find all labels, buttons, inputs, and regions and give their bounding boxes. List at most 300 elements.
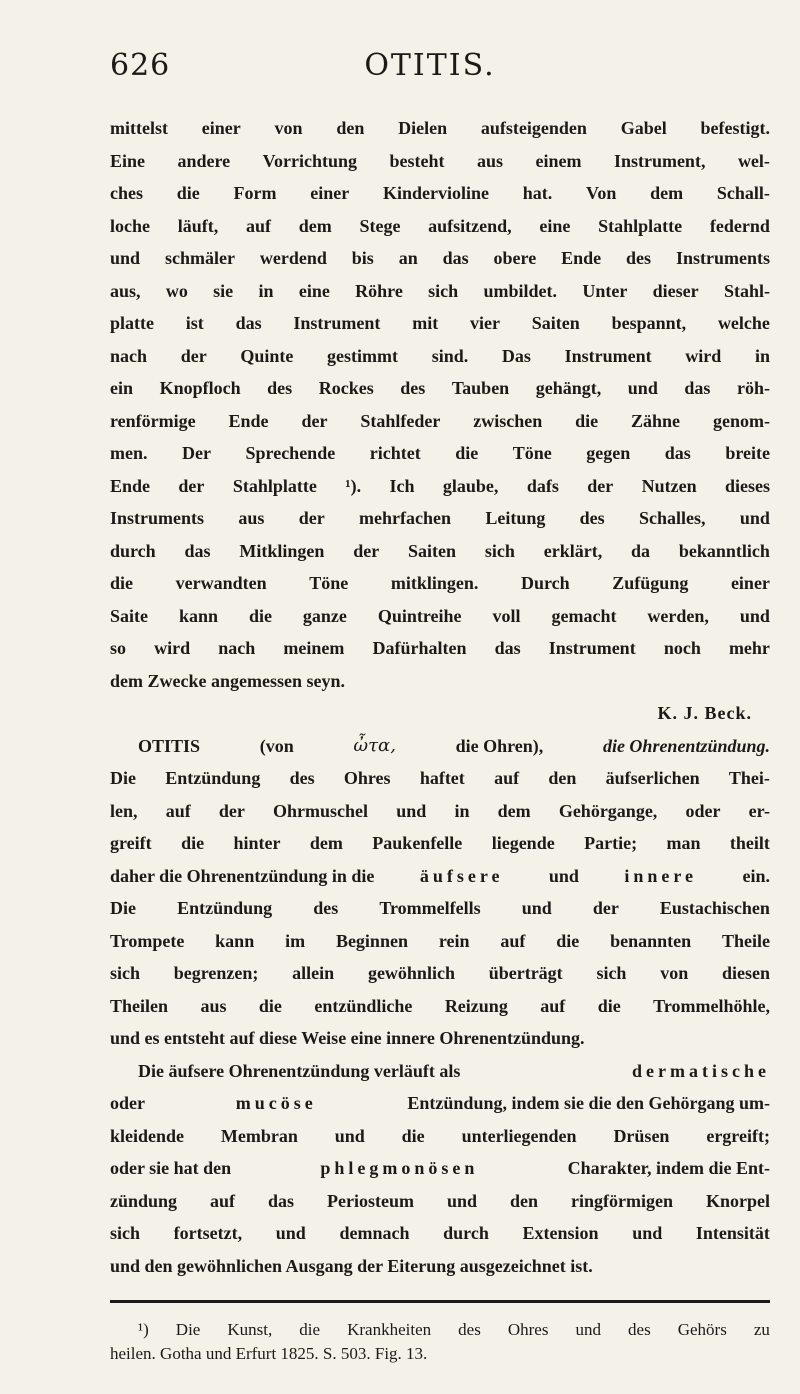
word: sind. bbox=[431, 345, 469, 366]
word: aufsitzend, bbox=[428, 215, 512, 236]
word: die bbox=[455, 443, 479, 463]
word: von bbox=[274, 118, 303, 138]
word: kann bbox=[215, 930, 255, 951]
word: Schall- bbox=[716, 183, 770, 203]
word: die bbox=[176, 183, 200, 203]
page-number: 626 bbox=[110, 48, 171, 83]
word: Form bbox=[233, 183, 277, 203]
word: platte bbox=[110, 313, 154, 333]
word: im bbox=[285, 930, 306, 951]
word: Von bbox=[586, 183, 617, 203]
entry-translation: die Ohrenentzündung. bbox=[602, 735, 770, 756]
word: zündung bbox=[110, 1190, 178, 1211]
word: die bbox=[556, 930, 580, 951]
word: renförmige bbox=[110, 410, 196, 431]
word: wird bbox=[685, 345, 722, 366]
word: überträgt bbox=[488, 963, 563, 983]
word: unterliegenden bbox=[461, 1125, 577, 1146]
word: glaube, bbox=[442, 475, 499, 496]
word: gemacht bbox=[551, 605, 617, 626]
text-line bbox=[110, 275, 770, 308]
word: umbildet. bbox=[483, 280, 558, 301]
word: die bbox=[597, 995, 621, 1016]
word: Kunst, bbox=[227, 1320, 273, 1339]
word: mit bbox=[412, 313, 439, 333]
word: einem bbox=[535, 150, 582, 171]
text-line bbox=[110, 242, 770, 275]
text-line bbox=[110, 925, 770, 958]
word: und bbox=[521, 898, 552, 918]
word: die bbox=[575, 410, 599, 431]
text-line bbox=[110, 860, 770, 893]
word: das bbox=[494, 638, 521, 658]
word: andere bbox=[177, 150, 231, 171]
word: wo bbox=[165, 280, 188, 301]
word: Instrument bbox=[564, 345, 652, 366]
text-line bbox=[110, 1152, 770, 1185]
word: den bbox=[336, 118, 365, 138]
word: begrenzen; bbox=[173, 963, 259, 983]
word: Ende bbox=[110, 475, 151, 496]
word: haftet bbox=[419, 768, 465, 788]
word: einer bbox=[201, 118, 241, 138]
word: Gehörgange, bbox=[558, 800, 658, 821]
footnote bbox=[110, 1318, 770, 1366]
word: des bbox=[626, 248, 652, 268]
word: Töne bbox=[309, 573, 349, 593]
word: röh- bbox=[736, 378, 770, 398]
word: ringförmigen bbox=[571, 1190, 673, 1211]
word: greift bbox=[110, 833, 152, 853]
text-line bbox=[110, 470, 770, 503]
word: gegen bbox=[586, 443, 631, 463]
word: richtet bbox=[369, 443, 421, 463]
text-segment: Charakter, indem die Ent- bbox=[567, 1158, 770, 1178]
word: die bbox=[181, 833, 205, 853]
word: Gehörs bbox=[677, 1320, 727, 1339]
word: und bbox=[575, 1320, 601, 1339]
word: dem bbox=[309, 833, 343, 853]
word: Quinte bbox=[240, 345, 294, 366]
word: ist bbox=[185, 313, 204, 333]
word: des bbox=[579, 508, 605, 528]
running-head: OTITIS. bbox=[364, 48, 496, 83]
word: kleidende bbox=[110, 1125, 185, 1146]
emphasis-spaced: mucöse bbox=[235, 1093, 317, 1113]
word: den bbox=[510, 1190, 539, 1211]
word: den bbox=[548, 768, 577, 788]
word: Theile bbox=[722, 930, 770, 951]
word: Drüsen bbox=[613, 1125, 670, 1146]
word: bis bbox=[351, 248, 374, 268]
main-text bbox=[110, 112, 770, 1282]
word: der bbox=[353, 540, 380, 561]
word: Krankheiten bbox=[347, 1320, 432, 1339]
word: Durch bbox=[520, 573, 570, 593]
word: Zufügung bbox=[612, 573, 689, 593]
word: mittelst bbox=[110, 118, 168, 138]
word: und bbox=[396, 800, 427, 821]
word: kann bbox=[178, 605, 218, 626]
word: zwischen bbox=[473, 410, 543, 431]
word: Gabel bbox=[620, 118, 667, 138]
word: Ohrmuschel bbox=[273, 800, 369, 821]
word: obere bbox=[493, 248, 537, 268]
word: besteht bbox=[389, 150, 445, 171]
word: Unter bbox=[582, 280, 628, 301]
word: auf bbox=[540, 995, 566, 1016]
word: durch bbox=[443, 1223, 489, 1243]
word: entzündliche bbox=[314, 995, 413, 1016]
word: des bbox=[458, 1320, 481, 1339]
text-line bbox=[110, 535, 770, 568]
word: Extension bbox=[522, 1223, 599, 1243]
word: in bbox=[754, 345, 770, 366]
word: Stahlplatte bbox=[232, 475, 317, 496]
page-header bbox=[110, 48, 750, 88]
emphasis-spaced: dermatische bbox=[632, 1060, 770, 1081]
word: federnd bbox=[709, 215, 770, 236]
entry-heading-line bbox=[110, 730, 770, 763]
word: Paukenfelle bbox=[372, 833, 463, 853]
word: Die bbox=[110, 768, 136, 788]
word: werden, bbox=[647, 605, 709, 626]
word: Die bbox=[175, 1320, 201, 1339]
footnote-line bbox=[110, 1318, 770, 1342]
word: und bbox=[110, 248, 141, 268]
word: welche bbox=[717, 313, 770, 333]
word: genom- bbox=[712, 410, 770, 431]
word: auf bbox=[245, 215, 271, 236]
text-segment: oder bbox=[110, 1093, 145, 1113]
text-line bbox=[110, 632, 770, 665]
text-line bbox=[110, 340, 770, 373]
word: und bbox=[739, 605, 770, 626]
text-line bbox=[110, 307, 770, 340]
word: und bbox=[275, 1223, 306, 1243]
word: dem bbox=[497, 800, 531, 821]
word: und bbox=[446, 1190, 478, 1211]
word: Saiten bbox=[408, 540, 457, 561]
text-line bbox=[110, 1120, 770, 1153]
word: die bbox=[299, 1320, 321, 1339]
word: Ich bbox=[389, 475, 415, 496]
word: zu bbox=[753, 1320, 770, 1339]
word: Membran bbox=[220, 1125, 298, 1146]
word: ches bbox=[110, 183, 143, 203]
word: dieser bbox=[652, 280, 699, 301]
word: die bbox=[110, 573, 134, 593]
text-line bbox=[110, 990, 770, 1023]
word: Trommelhöhle, bbox=[653, 995, 770, 1016]
word: der bbox=[180, 345, 207, 366]
word: Thei- bbox=[728, 768, 770, 788]
word: bespannt, bbox=[611, 313, 687, 333]
word: Instrument bbox=[548, 638, 636, 658]
word: Instruments bbox=[675, 248, 770, 268]
word: aus bbox=[476, 150, 503, 171]
word: Der bbox=[182, 443, 211, 463]
text-segment: oder sie hat den bbox=[110, 1158, 232, 1178]
word: die bbox=[248, 605, 272, 626]
word: Das bbox=[501, 345, 531, 366]
text-line bbox=[110, 1055, 770, 1088]
word: die bbox=[401, 1125, 425, 1146]
word: und bbox=[334, 1125, 365, 1146]
word: ein bbox=[110, 378, 134, 398]
word: auf bbox=[165, 800, 191, 821]
emphasis-spaced: äufsere bbox=[419, 865, 504, 886]
word: auf bbox=[210, 1190, 236, 1211]
word: aus bbox=[200, 995, 227, 1016]
word: Stahlplatte bbox=[598, 215, 683, 236]
text-line bbox=[110, 1217, 770, 1250]
word: sich bbox=[484, 540, 515, 561]
word: Ende bbox=[561, 248, 602, 268]
word: liegende bbox=[491, 833, 555, 853]
word: des bbox=[313, 898, 339, 918]
text-line: dem Zwecke angemessen seyn. bbox=[110, 670, 345, 691]
word: des bbox=[289, 768, 315, 788]
word: hinter bbox=[233, 833, 281, 853]
word: da bbox=[631, 540, 651, 561]
word: nach bbox=[110, 345, 148, 366]
word: der bbox=[592, 898, 619, 918]
word: Reizung bbox=[444, 995, 508, 1016]
word: aus, bbox=[110, 280, 141, 301]
word: breite bbox=[725, 443, 770, 463]
word: Eine bbox=[110, 150, 146, 171]
word: der bbox=[301, 410, 328, 431]
text-line bbox=[110, 795, 770, 828]
word: man bbox=[666, 833, 701, 853]
word: bekanntlich bbox=[678, 540, 770, 561]
text-line bbox=[110, 762, 770, 795]
text-segment: ein. bbox=[742, 865, 770, 886]
text-line bbox=[110, 827, 770, 860]
word: Saite bbox=[110, 605, 148, 626]
footnote-line: heilen. Gotha und Erfurt 1825. S. 503. Fig. 13. bbox=[110, 1344, 428, 1363]
word: nach bbox=[218, 638, 256, 658]
word: dieses bbox=[725, 475, 770, 496]
word: loche bbox=[110, 215, 150, 236]
word: Knopfloch bbox=[159, 378, 241, 398]
text-line bbox=[110, 437, 770, 470]
text-line bbox=[110, 145, 770, 178]
word: rein bbox=[438, 930, 470, 951]
word: Tauben bbox=[451, 378, 510, 398]
word: gewöhnlich bbox=[367, 963, 455, 983]
word: der bbox=[298, 508, 325, 528]
word: das bbox=[235, 313, 262, 333]
word: noch bbox=[663, 638, 701, 658]
word: oder bbox=[685, 800, 721, 821]
word: Entzündung bbox=[165, 768, 261, 788]
word: Instruments bbox=[110, 508, 205, 528]
word: das bbox=[268, 1190, 295, 1211]
word: sich bbox=[428, 280, 459, 301]
word: Intensität bbox=[695, 1223, 770, 1243]
word: einer bbox=[310, 183, 350, 203]
word: das bbox=[664, 443, 691, 463]
word: Instrument bbox=[293, 313, 381, 333]
word: von bbox=[660, 963, 689, 983]
word: der bbox=[587, 475, 614, 496]
word: diesen bbox=[721, 963, 770, 983]
word: Ende bbox=[228, 410, 269, 431]
text-segment: Die äufsere Ohrenentzündung verläuft als bbox=[138, 1060, 461, 1081]
text-line bbox=[110, 372, 770, 405]
word: mehr bbox=[728, 638, 770, 658]
text-segment: Entzündung, indem sie die den Gehörgang um- bbox=[407, 1093, 770, 1113]
word: an bbox=[398, 248, 418, 268]
word: mehrfachen bbox=[359, 508, 451, 528]
word: des bbox=[267, 378, 293, 398]
entry-paren-rest: die Ohren), bbox=[455, 735, 544, 756]
text-segment: daher die Ohrenentzündung in die bbox=[110, 865, 375, 886]
word: fortsetzt, bbox=[173, 1223, 243, 1243]
text-line: und es entsteht auf diese Weise eine innere Ohrenentzündung. bbox=[110, 1028, 585, 1048]
text-line bbox=[110, 1087, 770, 1120]
footnote-rule bbox=[110, 1300, 770, 1303]
word: Nutzen bbox=[641, 475, 697, 496]
word: len, bbox=[110, 800, 138, 821]
word: das bbox=[684, 378, 711, 398]
text-line bbox=[110, 567, 770, 600]
text-line bbox=[110, 177, 770, 210]
word: voll bbox=[492, 605, 521, 626]
word: wel- bbox=[737, 150, 770, 171]
text-line bbox=[110, 957, 770, 990]
word: sich bbox=[110, 963, 141, 983]
word: des bbox=[400, 378, 426, 398]
word: er- bbox=[748, 800, 770, 821]
word: verwandten bbox=[175, 573, 267, 593]
word: eine bbox=[539, 215, 571, 236]
word: auf bbox=[500, 930, 526, 951]
word: meinem bbox=[283, 638, 345, 658]
word: die bbox=[258, 995, 282, 1016]
word: das bbox=[184, 540, 211, 561]
word: Stege bbox=[359, 215, 401, 236]
word: gehängt, bbox=[535, 378, 602, 398]
word: Knorpel bbox=[705, 1190, 770, 1211]
word: ¹) bbox=[138, 1320, 149, 1339]
word: in bbox=[454, 800, 470, 821]
text-line bbox=[110, 892, 770, 925]
word: men. bbox=[110, 443, 148, 463]
word: Zähne bbox=[631, 410, 681, 431]
word: Röhre bbox=[355, 280, 403, 301]
word: Eustachischen bbox=[659, 898, 770, 918]
word: der bbox=[218, 800, 245, 821]
word: schmäler bbox=[164, 248, 235, 268]
word: Dielen bbox=[398, 118, 448, 138]
word: Leitung bbox=[485, 508, 546, 528]
word: werdend bbox=[259, 248, 327, 268]
word: Töne bbox=[512, 443, 552, 463]
word: Stahl- bbox=[723, 280, 770, 301]
word: dafs bbox=[526, 475, 559, 496]
word: Ohres bbox=[343, 768, 391, 788]
text-line bbox=[110, 112, 770, 145]
word: dem bbox=[650, 183, 684, 203]
word: ganze bbox=[302, 605, 347, 626]
word: eine bbox=[298, 280, 330, 301]
word: Entzündung bbox=[177, 898, 273, 918]
word: Stahlfeder bbox=[360, 410, 441, 431]
word: Dafürhalten bbox=[372, 638, 467, 658]
word: Ohres bbox=[507, 1320, 549, 1339]
word: Theilen bbox=[110, 995, 169, 1016]
word: aufsteigenden bbox=[480, 118, 587, 138]
word: Schalles, bbox=[639, 508, 706, 528]
word: dem bbox=[298, 215, 332, 236]
word: Rockes bbox=[318, 378, 374, 398]
word: vier bbox=[470, 313, 500, 333]
word: der bbox=[178, 475, 205, 496]
text-segment: und bbox=[548, 865, 579, 886]
greek-etymology: ὦτα, bbox=[353, 734, 396, 756]
word: Sprechende bbox=[245, 443, 336, 463]
entry-term: OTITIS bbox=[138, 735, 201, 756]
word: einer bbox=[730, 573, 770, 593]
word: Mitklingen bbox=[239, 540, 325, 561]
text-line bbox=[110, 502, 770, 535]
word: und bbox=[632, 1223, 663, 1243]
word: Trompete bbox=[110, 930, 185, 951]
word: Kindervioline bbox=[382, 183, 489, 203]
word: mitklingen. bbox=[390, 573, 479, 593]
word: das bbox=[442, 248, 469, 268]
word: äufserlichen bbox=[605, 768, 700, 788]
text-line bbox=[110, 1185, 770, 1218]
word: erklärt, bbox=[543, 540, 603, 561]
word: sich bbox=[596, 963, 627, 983]
word: ¹). bbox=[345, 475, 362, 496]
word: durch bbox=[110, 540, 156, 561]
word: benannten bbox=[610, 930, 692, 951]
text-line: und den gewöhnlichen Ausgang der Eiterung ausgezeichnet ist. bbox=[110, 1255, 593, 1276]
emphasis-spaced: innere bbox=[624, 865, 698, 886]
word: Saiten bbox=[531, 313, 580, 333]
word: befestigt. bbox=[700, 118, 770, 138]
word: Beginnen bbox=[335, 930, 408, 951]
word: Vorrichtung bbox=[262, 150, 357, 171]
word: aus bbox=[238, 508, 265, 528]
text-line bbox=[110, 600, 770, 633]
word: demnach bbox=[339, 1223, 410, 1243]
word: Periosteum bbox=[327, 1190, 414, 1211]
word: in bbox=[258, 280, 274, 301]
author-signature: K. J. Beck. bbox=[657, 703, 752, 723]
word: sich bbox=[110, 1223, 141, 1243]
word: auf bbox=[494, 768, 520, 788]
word: hat. bbox=[522, 183, 553, 203]
text-line bbox=[110, 405, 770, 438]
word: des bbox=[628, 1320, 651, 1339]
emphasis-spaced: phlegmonösen bbox=[320, 1158, 479, 1178]
word: Quintreihe bbox=[377, 605, 462, 626]
word: sie bbox=[213, 280, 234, 301]
word: wird bbox=[154, 638, 191, 658]
word: ergreift; bbox=[706, 1125, 770, 1146]
word: läuft, bbox=[177, 215, 219, 236]
word: so bbox=[110, 638, 127, 658]
word: allein bbox=[292, 963, 335, 983]
text-line bbox=[110, 210, 770, 243]
word: Die bbox=[110, 898, 136, 918]
